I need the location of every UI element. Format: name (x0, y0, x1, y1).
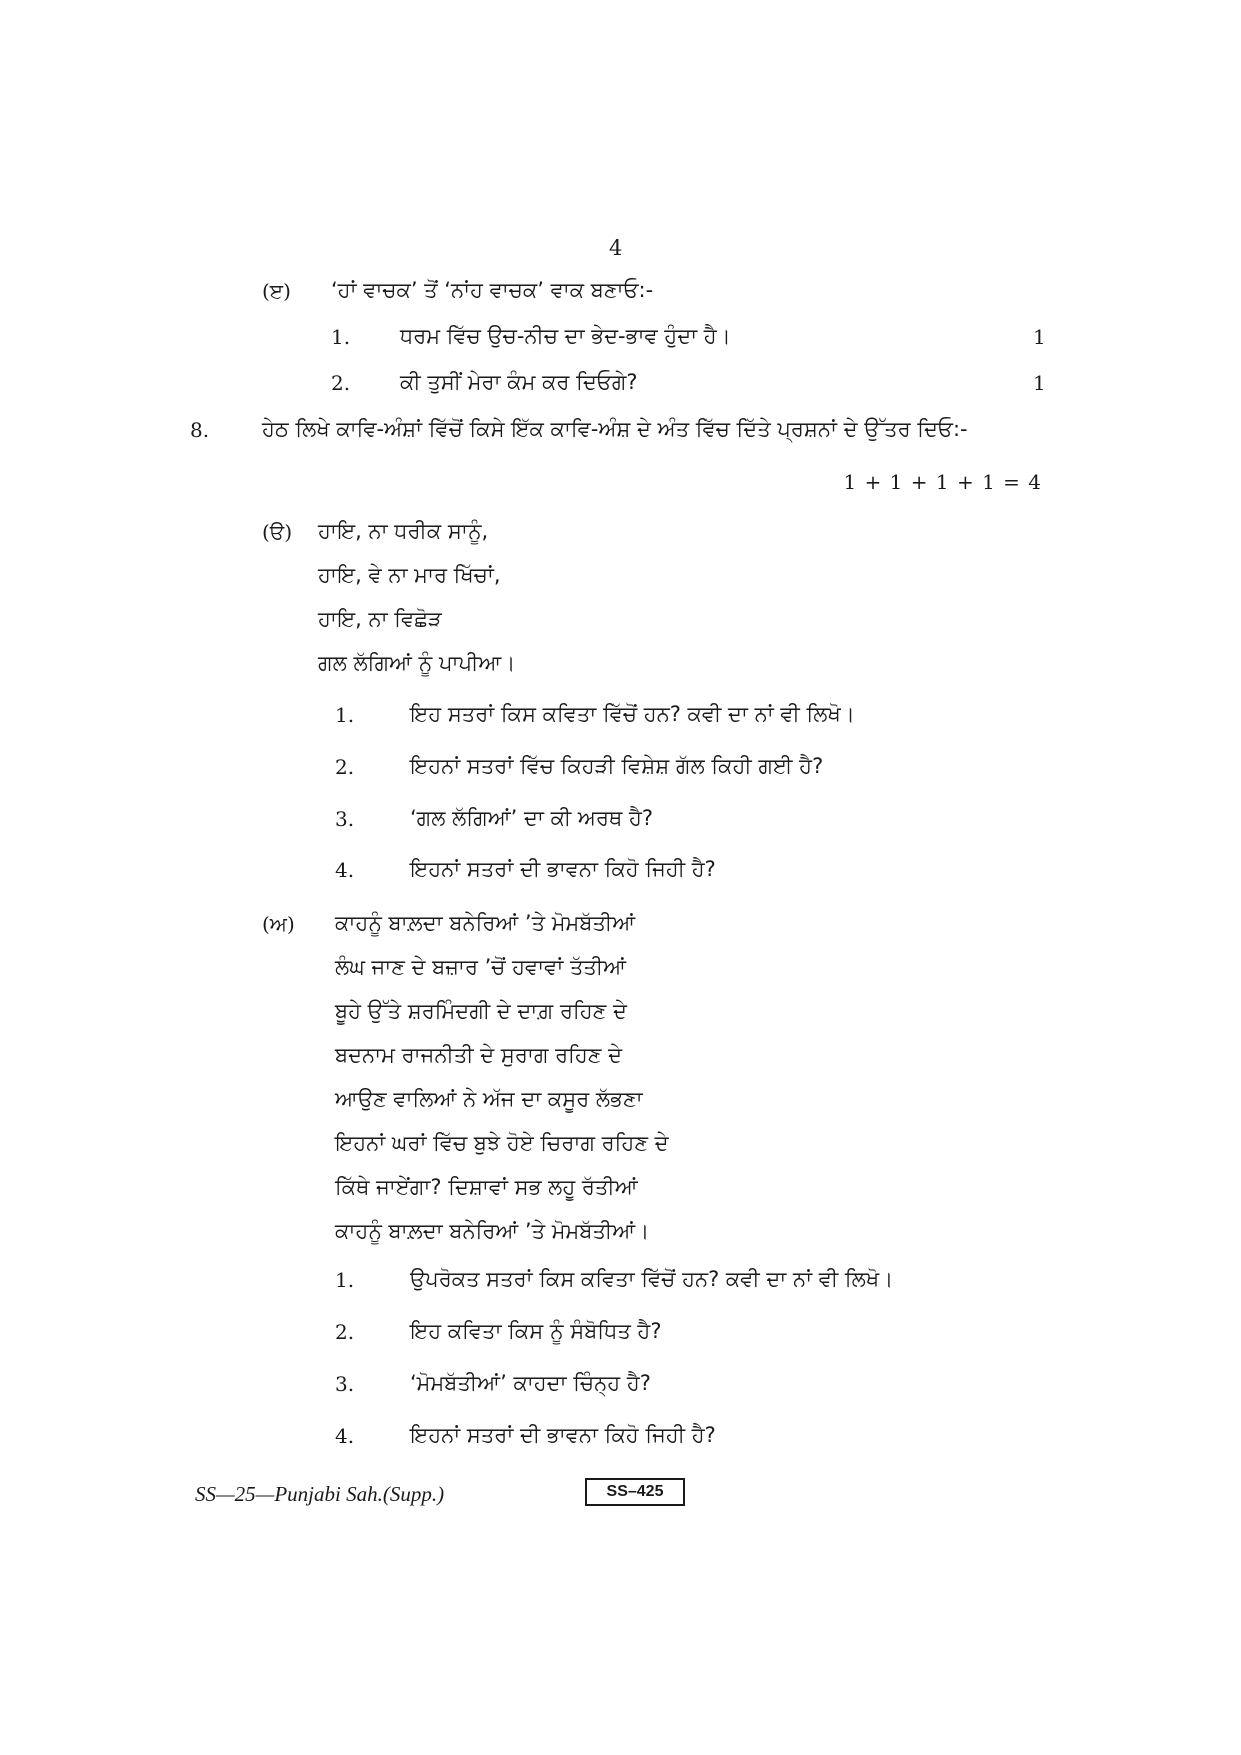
poem-a-question-3-text: ‘ਗਲ ਲੱਗਿਆਂ’ ਦਾ ਕੀ ਅਰਥ ਹੈ? (410, 806, 654, 830)
poem-a-question-1-number: 1. (335, 703, 355, 727)
poem-b-question-4-text: ਇਹਨਾਂ ਸਤਰਾਂ ਦੀ ਭਾਵਨਾ ਕਿਹੋ ਜਿਹੀ ਹੈ? (410, 1423, 716, 1447)
section-e-label: (ੲ) (262, 279, 291, 303)
poem-a-question-1-text: ਇਹ ਸਤਰਾਂ ਕਿਸ ਕਵਿਤਾ ਵਿੱਚੋਂ ਹਨ? ਕਵੀ ਦਾ ਨਾਂ ਵੀ ਲਿਖੋ। (410, 702, 855, 726)
poem-b-line-7: ਕਿੱਥੇ ਜਾਏਂਗਾ? ਦਿਸ਼ਾਵਾਂ ਸਭ ਲਹੂ ਰੱਤੀਆਂ (335, 1175, 638, 1199)
poem-a-line-1: ਹਾਇ, ਨਾ ਧਰੀਕ ਸਾਨੂੰ, (318, 519, 489, 543)
question-8-text: ਹੇਠ ਲਿਖੇ ਕਾਵਿ-ਅੰਸ਼ਾਂ ਵਿੱਚੋਂ ਕਿਸੇ ਇੱਕ ਕਾਵਿ-ਅੰਸ਼ ਦੇ ਅੰਤ ਵਿੱਚ ਦਿੱਤੇ ਪ੍ਰਸ਼ਨਾਂ ਦੇ ਉੱਤਰ ਦਿਓ:- (262, 417, 968, 441)
section-e-item-1-text: ਧਰਮ ਵਿੱਚ ਉਚ-ਨੀਚ ਦਾ ਭੇਦ-ਭਾਵ ਹੁੰਦਾ ਹੈ। (400, 324, 731, 348)
poem-b-line-3: ਬੂਹੇ ਉੱਤੇ ਸ਼ਰਮਿੰਦਗੀ ਦੇ ਦਾਗ਼ ਰਹਿਣ ਦੇ (335, 999, 627, 1023)
poem-b-label: (ਅ) (262, 912, 295, 936)
poem-b-question-1-number: 1. (335, 1268, 355, 1292)
footer-paper-code: SS—25—Punjabi Sah.(Supp.) (195, 1482, 445, 1506)
section-e-item-2-number: 2. (331, 371, 351, 395)
poem-b-question-1-text: ਉਪਰੋਕਤ ਸਤਰਾਂ ਕਿਸ ਕਵਿਤਾ ਵਿੱਚੋਂ ਹਨ? ਕਵੀ ਦਾ ਨਾਂ ਵੀ ਲਿਖੋ। (410, 1267, 894, 1291)
poem-a-question-2-number: 2. (335, 755, 355, 779)
section-e-item-1-marks: 1 (1033, 325, 1046, 349)
poem-b-question-2-text: ਇਹ ਕਵਿਤਾ ਕਿਸ ਨੂੰ ਸੰਬੋਧਿਤ ਹੈ? (410, 1319, 662, 1343)
poem-b-question-3-number: 3. (335, 1372, 355, 1396)
poem-a-question-3-number: 3. (335, 807, 355, 831)
section-e-item-2-marks: 1 (1033, 371, 1046, 395)
page-number: 4 (609, 236, 623, 260)
poem-b-question-2-number: 2. (335, 1320, 355, 1344)
question-8-marks: 1 + 1 + 1 + 1 = 4 (843, 470, 1042, 494)
poem-a-line-4: ਗਲ ਲੱਗਿਆਂ ਨੂੰ ਪਾਪੀਆ। (318, 651, 516, 675)
section-e-item-2-text: ਕੀ ਤੁਸੀਂ ਮੇਰਾ ਕੰਮ ਕਰ ਦਿਓਗੇ? (400, 370, 638, 394)
poem-a-question-4-text: ਇਹਨਾਂ ਸਤਰਾਂ ਦੀ ਭਾਵਨਾ ਕਿਹੋ ਜਿਹੀ ਹੈ? (410, 857, 716, 881)
poem-a-line-2: ਹਾਇ, ਵੇ ਨਾ ਮਾਰ ਖਿੱਚਾਂ, (318, 563, 501, 587)
poem-a-line-3: ਹਾਇ, ਨਾ ਵਿਛੋੜ (318, 607, 442, 631)
poem-b-line-6: ਇਹਨਾਂ ਘਰਾਂ ਵਿੱਚ ਬੁਝੇ ਹੋਏ ਚਿਰਾਗ ਰਹਿਣ ਦੇ (335, 1131, 669, 1155)
poem-b-line-2: ਲੰਘ ਜਾਣ ਦੇ ਬਜ਼ਾਰ ’ਚੋਂ ਹਵਾਵਾਂ ਤੱਤੀਆਂ (335, 955, 627, 979)
poem-a-question-2-text: ਇਹਨਾਂ ਸਤਰਾਂ ਵਿੱਚ ਕਿਹੜੀ ਵਿਸ਼ੇਸ਼ ਗੱਲ ਕਿਹੀ ਗਈ ਹੈ? (410, 754, 824, 778)
poem-b-line-5: ਆਉਣ ਵਾਲਿਆਂ ਨੇ ਅੱਜ ਦਾ ਕਸੂਰ ਲੱਭਣਾ (335, 1087, 643, 1111)
section-e-instruction: ‘ਹਾਂ ਵਾਚਕ’ ਤੋਂ ‘ਨਾਂਹ ਵਾਚਕ’ ਵਾਕ ਬਣਾਓ:- (331, 278, 654, 302)
poem-b-question-3-text: ‘ਮੋਮਬੱਤੀਆਂ’ ਕਾਹਦਾ ਚਿੰਨ੍ਹ ਹੈ? (410, 1371, 651, 1395)
section-e-item-1-number: 1. (331, 325, 351, 349)
poem-b-line-1: ਕਾਹਨੂੰ ਬਾਲ਼ਦਾ ਬਨੇਰਿਆਂ ’ਤੇ ਮੋਮਬੱਤੀਆਂ (335, 911, 636, 935)
footer-ss-code-box: SS–425 (585, 1478, 685, 1506)
poem-a-question-4-number: 4. (335, 858, 355, 882)
poem-b-line-8: ਕਾਹਨੂੰ ਬਾਲ਼ਦਾ ਬਨੇਰਿਆਂ ’ਤੇ ਮੋਮਬੱਤੀਆਂ। (335, 1219, 650, 1243)
poem-a-label: (ੳ) (262, 520, 293, 544)
poem-b-question-4-number: 4. (335, 1424, 355, 1448)
poem-b-line-4: ਬਦਨਾਮ ਰਾਜਨੀਤੀ ਦੇ ਸੁਰਾਗ ਰਹਿਣ ਦੇ (335, 1043, 623, 1067)
question-8-number: 8. (190, 418, 210, 442)
